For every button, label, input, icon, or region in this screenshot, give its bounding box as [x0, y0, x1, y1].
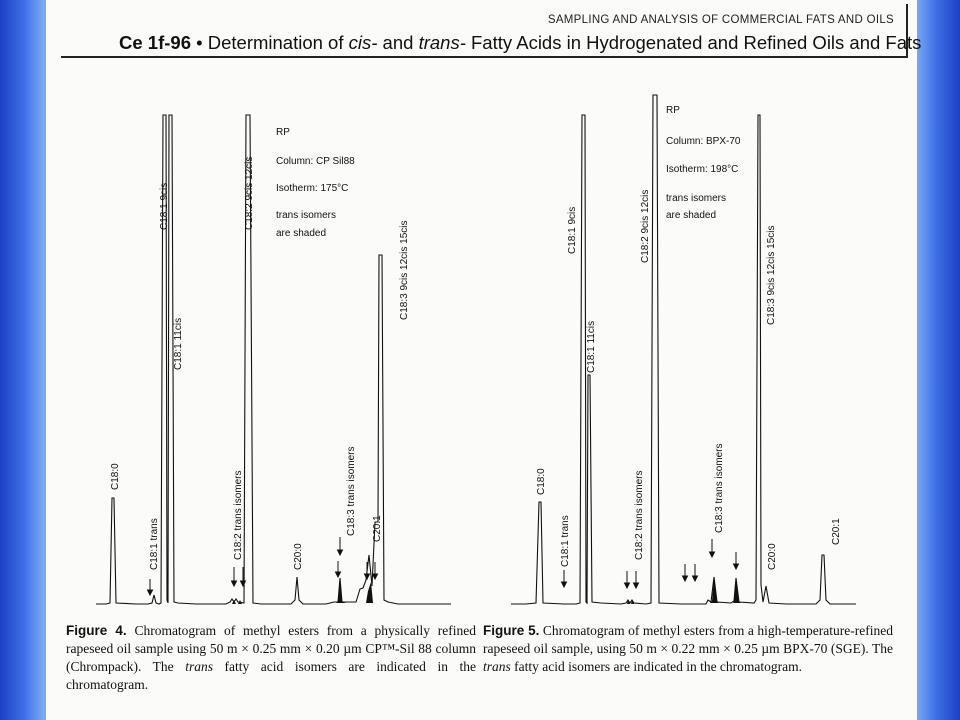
peak-label: C18:3 trans isomers [714, 443, 725, 533]
info-box [276, 127, 355, 239]
peak-label: C20:1 [831, 518, 842, 545]
figure-5-caption [483, 622, 893, 676]
peak-label: C20:1 [372, 515, 383, 542]
info-line: Column: BPX-70 [666, 136, 741, 147]
peak-label: C18:1 9cis [567, 206, 578, 254]
peak-label: C18:1 trans [560, 515, 571, 567]
peak-label: C20:0 [767, 543, 778, 570]
info-box [666, 105, 741, 221]
document-page [46, 0, 922, 720]
info-line: RP [276, 127, 290, 138]
peak-label: C18:3 9cis 12cis 15cis [399, 220, 410, 320]
page-header [61, 4, 922, 58]
peak-label: C18:2 9cis 12cis [640, 189, 651, 263]
info-line: are shaded [666, 210, 717, 221]
peak-label: C18:2 trans isomers [634, 470, 645, 560]
title-trans: trans- [418, 32, 466, 53]
caption-text: fatty acid isomers are indicated in the chromatogram. [510, 659, 803, 674]
running-head: SAMPLING AND ANALYSIS OF COMMERCIAL FATS AND OILS [547, 14, 894, 26]
peak-label: C18:3 9cis 12cis 15cis [766, 225, 777, 325]
peak-label: C18:0 [110, 463, 121, 490]
title-bullet: • [196, 32, 203, 53]
info-line: Isotherm: 198°C [666, 164, 739, 175]
info-line: are shaded [276, 228, 327, 239]
caption-text: Chromatogram of methyl esters from a physically refined rapeseed oil sample using 50 m × 0.25 mm × 0.20 µm CP™-Sil 88 column (Chrompack). The [66, 623, 476, 674]
trans-shading [627, 577, 741, 604]
trans-arrows [562, 539, 739, 588]
caption-trans: trans [185, 659, 213, 674]
info-line: Isotherm: 175°C [276, 183, 349, 194]
method-title [119, 32, 921, 54]
title-and: and [377, 32, 419, 53]
figure-4-caption [66, 622, 476, 694]
peak-label: C18:1 9cis [159, 182, 170, 230]
peak-label: C18:0 [536, 468, 547, 495]
peak-label: C18:1 11cis [173, 317, 184, 370]
title-cis: cis- [348, 32, 378, 53]
caption-text: fatty acid isomers are indicated in the chromatogram. [66, 659, 476, 692]
caption-label: Figure 5. [483, 623, 540, 638]
title-pre: Determination of [207, 32, 349, 53]
peak-labels [110, 157, 410, 570]
peak-label: C18:1 trans [149, 518, 160, 570]
caption-label: Figure 4. [66, 623, 127, 638]
peak-label: C20:0 [293, 543, 304, 570]
figure-5-chromatogram [506, 80, 926, 620]
peak-label: C18:3 trans isomers [346, 446, 357, 536]
figure-4-chromatogram [86, 80, 506, 620]
info-line: RP [666, 105, 680, 116]
caption-trans: trans [483, 659, 511, 674]
info-line: Column: CP Sil88 [276, 156, 355, 167]
trans-arrows [148, 537, 378, 595]
caption-text: Chromatogram of methyl esters from a high-temperature-refined rapeseed oil sample, using 50 m × 0.22 mm × 0.25 µm BPX-70 (SGE). The [483, 623, 893, 656]
peak-label: C18:2 9cis 12cis [244, 156, 255, 230]
method-code: Ce 1f-96 [119, 32, 191, 53]
peak-label: C18:1 11cis [586, 320, 597, 373]
info-line: trans isomers [276, 210, 337, 221]
peak-label: C18:2 trans isomers [233, 470, 244, 560]
title-post: Fatty Acids in Hydrogenated and Refined Oils and Fats [465, 32, 922, 53]
info-line: trans isomers [666, 193, 727, 204]
